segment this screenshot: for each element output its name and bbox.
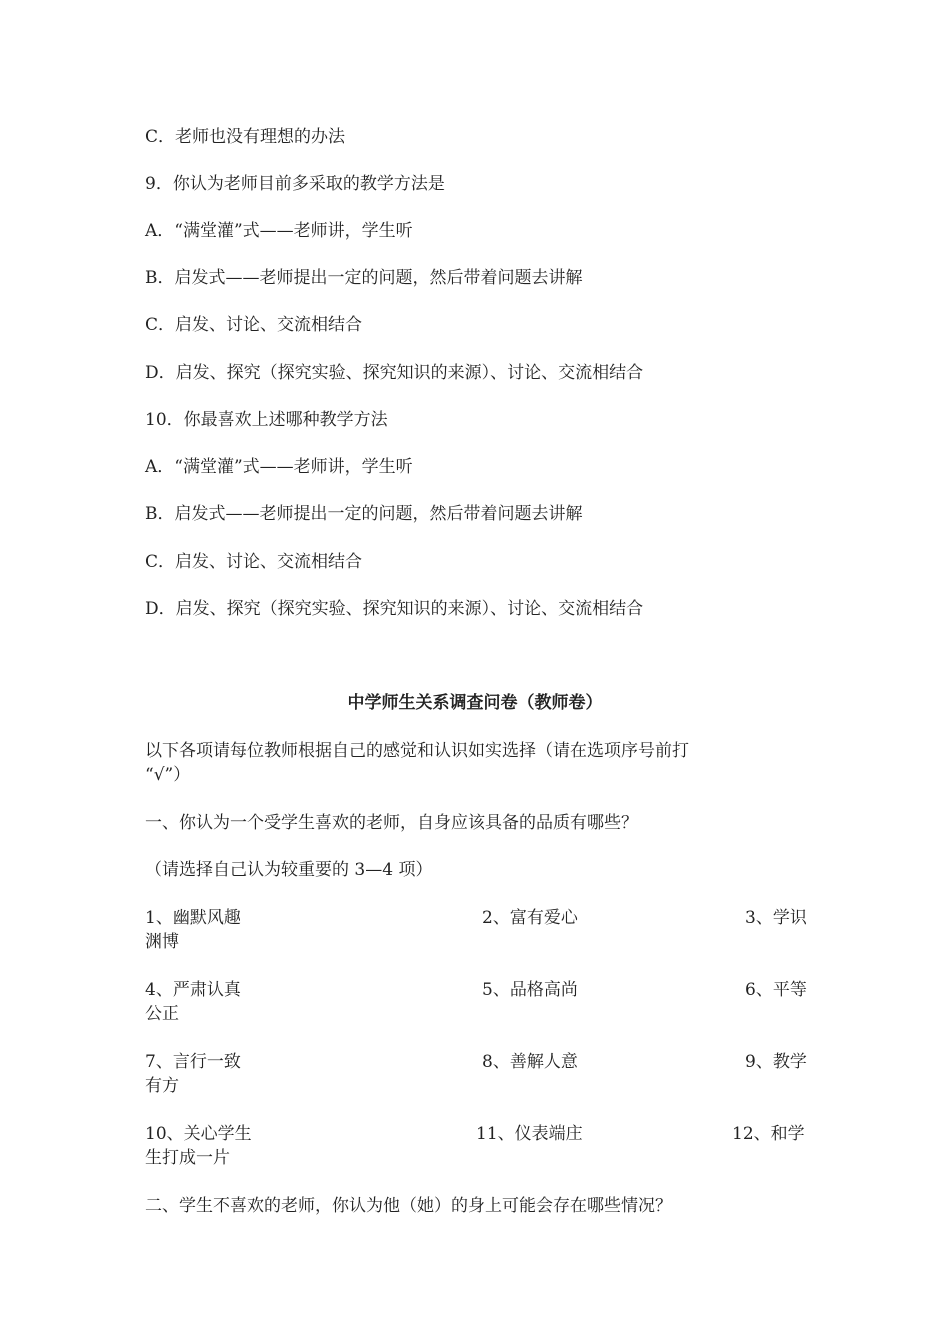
q10-option-c: C．启发、讨论、交流相结合 [145,552,363,572]
q9-question: 9．你认为老师目前多采取的教学方法是 [145,174,445,194]
q10-question: 10．你最喜欢上述哪种教学方法 [145,410,388,430]
survey-intro-line-2: “√”） [145,765,191,785]
option-11: 11、仪表端庄 [476,1124,583,1144]
option-3-continued: 渊博 [145,932,179,952]
q10-option-b: B．启发式——老师提出一定的问题，然后带着问题去讲解 [145,504,583,524]
option-3: 3、学识 [745,908,807,928]
option-12-continued: 生打成一片 [145,1148,230,1168]
q9-option-b: B．启发式——老师提出一定的问题，然后带着问题去讲解 [145,268,583,288]
q9-option-c: C．启发、讨论、交流相结合 [145,315,363,335]
option-9-continued: 有方 [145,1076,179,1096]
survey-question-2: 二、学生不喜欢的老师，你认为他（她）的身上可能会存在哪些情况？ [145,1196,672,1216]
option-6: 6、平等 [745,980,807,1000]
q10-option-a: A．“满堂灌”式——老师讲，学生听 [145,457,413,477]
survey-question-1: 一、你认为一个受学生喜欢的老师，自身应该具备的品质有哪些？ [145,813,638,833]
q9-option-d: D．启发、探究（探究实验、探究知识的来源）、讨论、交流相结合 [145,363,644,383]
q8-option-c: C．老师也没有理想的办法 [145,127,346,147]
option-7: 7、言行一致 [145,1052,241,1072]
option-2: 2、富有爱心 [482,908,578,928]
option-12: 12、和学 [732,1124,805,1144]
option-5: 5、品格高尚 [482,980,578,1000]
survey-title: 中学师生关系调查问卷（教师卷） [347,693,603,713]
option-8: 8、善解人意 [482,1052,578,1072]
q10-option-d: D．启发、探究（探究实验、探究知识的来源）、讨论、交流相结合 [145,599,644,619]
option-9: 9、教学 [745,1052,807,1072]
option-6-continued: 公正 [145,1004,179,1024]
option-4: 4、严肃认真 [145,980,241,1000]
option-10: 10、关心学生 [145,1124,252,1144]
q9-option-a: A．“满堂灌”式——老师讲，学生听 [145,221,413,241]
option-1: 1、幽默风趣 [145,908,241,928]
survey-question-1-note: （请选择自己认为较重要的 3—4 项） [145,860,433,880]
survey-intro-line-1: 以下各项请每位教师根据自己的感觉和认识如实选择（请在选项序号前打 [145,741,689,761]
